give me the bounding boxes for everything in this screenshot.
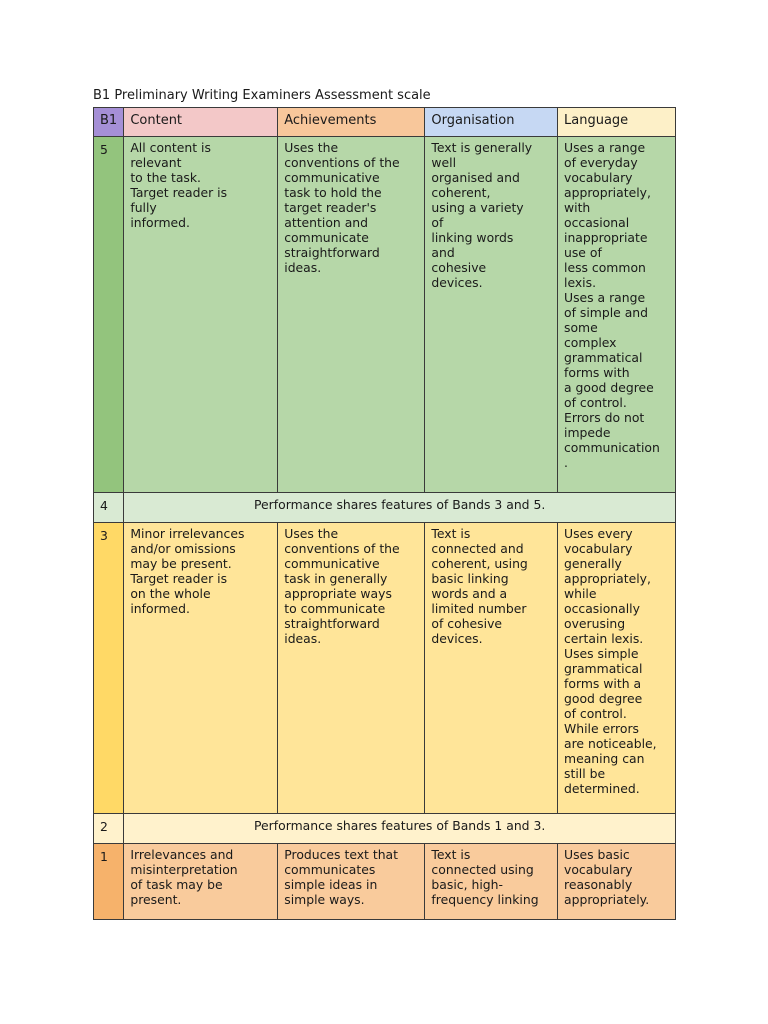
band-2-row [94, 814, 676, 844]
band-1-number: 1 [94, 844, 124, 920]
header-content: Content [124, 108, 278, 137]
band-3-achievements: Uses the conventions of the communicative task in generally appropriate ways to communicate straightforward ideas. [278, 523, 425, 814]
band-5-content: All content is relevant to the task. Target reader is fully informed. [124, 137, 278, 493]
band-5-number: 5 [94, 137, 124, 493]
band-3-content: Minor irrelevances and/or omissions may be present. Target reader is on the whole informed. [124, 523, 278, 814]
header-band: B1 [94, 108, 124, 137]
header-organisation: Organisation [425, 108, 558, 137]
header-achievements: Achievements [278, 108, 425, 137]
band-1-language: Uses basic vocabulary reasonably appropriately. [558, 844, 676, 920]
band-2-description: Performance shares features of Bands 1 and 3. [124, 814, 676, 844]
band-3-row [94, 523, 676, 814]
band-5-achievements: Uses the conventions of the communicative task to hold the target reader's attention and communicate straightforward ideas. [278, 137, 425, 493]
assessment-scale-table [93, 107, 676, 920]
band-1-organisation: Text is connected using basic, high- frequency linking [425, 844, 558, 920]
header-row [94, 108, 676, 137]
band-2-number: 2 [94, 814, 124, 844]
band-4-row [94, 493, 676, 523]
header-language: Language [558, 108, 676, 137]
page-title: B1 Preliminary Writing Examiners Assessment scale [93, 88, 431, 103]
band-5-language: Uses a range of everyday vocabulary appropriately, with occasional inappropriate use of less common lexis. Uses a range of simple and some complex grammatical forms with a good degree of control. Errors do not impede communication . [558, 137, 676, 493]
band-1-row [94, 844, 676, 920]
band-3-number: 3 [94, 523, 124, 814]
band-5-row [94, 137, 676, 493]
band-1-content: Irrelevances and misinterpretation of task may be present. [124, 844, 278, 920]
band-3-organisation: Text is connected and coherent, using basic linking words and a limited number of cohesive devices. [425, 523, 558, 814]
band-4-description: Performance shares features of Bands 3 and 5. [124, 493, 676, 523]
band-4-number: 4 [94, 493, 124, 523]
band-5-organisation: Text is generally well organised and coherent, using a variety of linking words and cohesive devices. [425, 137, 558, 493]
band-3-language: Uses every vocabulary generally appropriately, while occasionally overusing certain lexis. Uses simple grammatical forms with a good degree of control. While errors are noticeable, meaning can still be determined. [558, 523, 676, 814]
band-1-achievements: Produces text that communicates simple ideas in simple ways. [278, 844, 425, 920]
